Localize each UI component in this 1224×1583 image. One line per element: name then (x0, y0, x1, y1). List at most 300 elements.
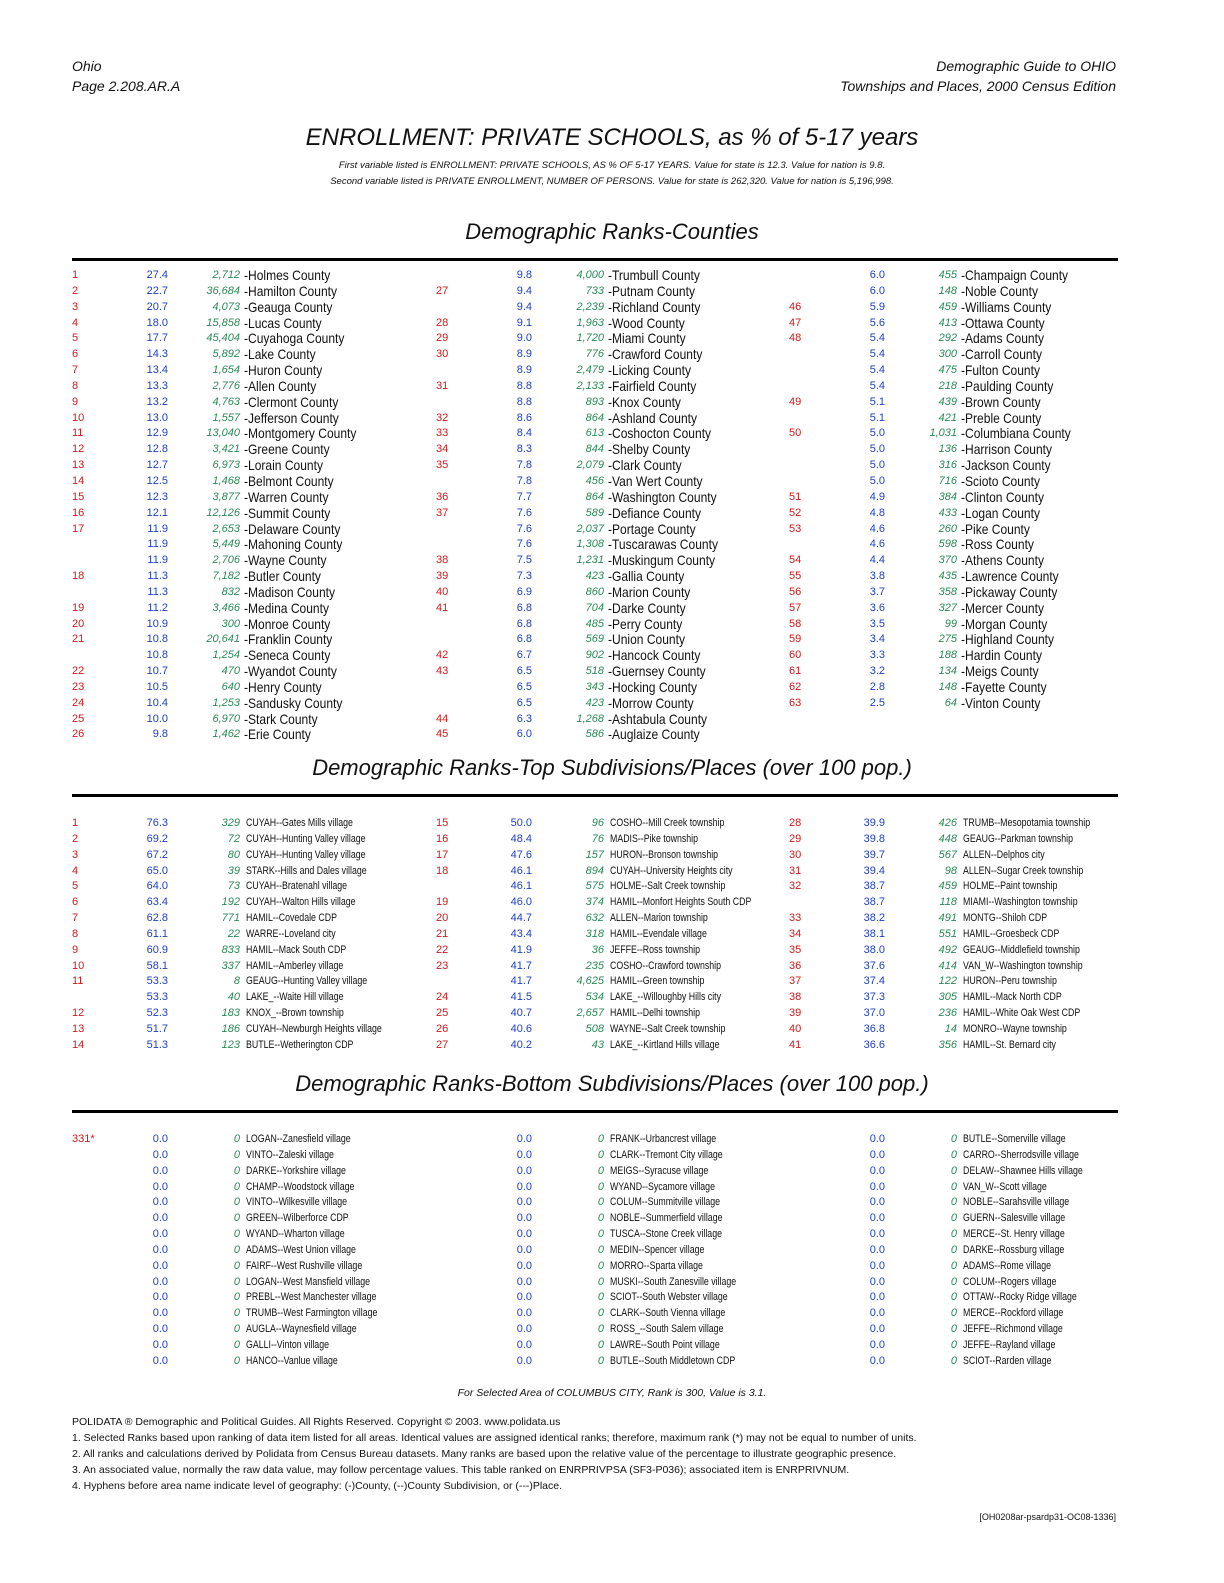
percent-cell: 12.5 (146, 474, 168, 487)
count-cell: 0 (233, 1148, 240, 1161)
area-name-cell: -Paulding County (961, 377, 1054, 394)
percent-cell: 8.9 (516, 348, 532, 361)
rank-cell: 8 (72, 379, 79, 392)
section-title-counties: Demographic Ranks-Counties (465, 219, 759, 244)
area-name-cell: ROSS_--South Salem village (610, 1323, 724, 1336)
count-cell: 455 (938, 269, 957, 281)
count-cell: 470 (221, 665, 240, 678)
percent-cell: 6.5 (516, 680, 532, 693)
area-name-cell: -Van Wert County (608, 472, 703, 489)
area-name-cell: GEAUG--Parkman township (963, 832, 1074, 845)
rank-cell: 22 (72, 665, 85, 678)
count-cell: 96 (591, 817, 604, 829)
count-cell: 0 (233, 1164, 240, 1177)
count-cell: 4,763 (212, 395, 240, 408)
rank-cell: 33 (789, 912, 802, 925)
count-cell: 0 (597, 1228, 604, 1241)
count-cell: 1,557 (212, 411, 240, 424)
rank-cell: 7 (72, 912, 79, 925)
percent-cell: 0.0 (516, 1243, 532, 1256)
area-name-cell: -Hamilton County (244, 282, 338, 299)
rank-cell: 6 (72, 348, 79, 361)
count-cell: 1,031 (929, 427, 957, 440)
area-name-cell: VAN_W--Washington township (963, 959, 1083, 972)
count-cell: 0 (233, 1338, 240, 1351)
count-cell: 485 (585, 617, 604, 630)
area-name-cell: LOGAN--West Mansfield village (246, 1275, 371, 1288)
count-cell: 0 (233, 1133, 240, 1145)
rank-cell: 20 (436, 912, 449, 925)
rank-cell: 20 (72, 617, 85, 630)
area-name-cell: -Warren County (244, 488, 329, 505)
percent-cell: 11.2 (147, 601, 168, 614)
section-divider (72, 794, 1118, 797)
rank-cell: 7 (72, 364, 79, 377)
count-cell: 300 (221, 617, 240, 630)
area-name-cell: CUYAH--Hunting Valley village (246, 832, 366, 845)
rank-cell: 22 (436, 943, 449, 956)
area-name-cell: HAMIL--Green township (610, 975, 705, 988)
area-name-cell: CUYAH--Gates Mills village (246, 817, 353, 829)
percent-cell: 36.6 (863, 1038, 885, 1051)
percent-cell: 7.7 (516, 490, 532, 503)
count-cell: 833 (221, 943, 240, 956)
area-name-cell: -Fairfield County (608, 377, 697, 394)
count-cell: 459 (938, 880, 957, 893)
area-name-cell: JEFFE--Ross township (610, 943, 700, 956)
percent-cell: 10.8 (146, 633, 168, 646)
rank-cell: 24 (436, 991, 449, 1004)
count-cell: 218 (938, 379, 957, 392)
area-name-cell: ALLEN--Marion township (610, 912, 708, 925)
area-name-cell: GALLI--Vinton village (246, 1338, 329, 1351)
percent-cell: 8.3 (516, 443, 532, 456)
count-cell: 1,654 (212, 364, 240, 377)
rank-cell: 29 (436, 332, 449, 345)
count-cell: 492 (938, 943, 957, 956)
percent-cell: 7.8 (516, 459, 532, 472)
count-cell: 0 (950, 1243, 957, 1256)
rank-cell: 27 (436, 1038, 449, 1051)
area-name-cell: LOGAN--Zanesfield village (246, 1133, 351, 1145)
percent-cell: 10.8 (146, 649, 168, 662)
count-cell: 72 (227, 832, 240, 845)
rank-cell: 23 (72, 680, 85, 693)
percent-cell: 6.8 (516, 617, 532, 630)
rank-cell: 48 (789, 332, 802, 345)
area-name-cell: -Lorain County (244, 457, 323, 474)
count-cell: 300 (938, 348, 957, 361)
rank-cell: 41 (436, 601, 449, 614)
area-name-cell: -Highland County (961, 631, 1055, 648)
count-cell: 0 (597, 1148, 604, 1161)
area-name-cell: MEIGS--Syracuse village (610, 1164, 709, 1177)
count-cell: 0 (950, 1259, 957, 1272)
percent-cell: 0.0 (516, 1228, 532, 1241)
area-name-cell: COSHO--Crawford township (610, 959, 722, 972)
percent-cell: 46.1 (510, 864, 532, 877)
count-cell: 0 (597, 1212, 604, 1225)
percent-cell: 5.0 (869, 459, 885, 472)
count-cell: 534 (585, 991, 604, 1004)
percent-cell: 69.2 (146, 832, 168, 845)
percent-cell: 22.7 (146, 284, 168, 297)
percent-cell: 39.4 (863, 864, 885, 877)
rank-cell: 17 (72, 522, 85, 535)
percent-cell: 10.5 (146, 680, 168, 693)
footnote-1: 1. Selected Ranks based upon ranking of data item listed for all areas. Identical values are assigned identical ranks; therefore, maximum rank (*) may not be equal to number of units. (72, 1432, 917, 1444)
count-cell: 2,657 (576, 1007, 604, 1020)
rank-cell: 12 (72, 1007, 85, 1020)
count-cell: 1,308 (576, 538, 604, 551)
rank-cell: 14 (72, 474, 85, 487)
area-name-cell: -Muskingum County (608, 552, 716, 569)
area-name-cell: -Wood County (608, 314, 685, 331)
percent-cell: 12.1 (146, 506, 168, 519)
count-cell: 99 (944, 617, 957, 630)
area-name-cell: DARKE--Rossburg village (963, 1243, 1065, 1256)
percent-cell: 47.6 (510, 848, 532, 861)
percent-cell: 0.0 (516, 1164, 532, 1177)
count-cell: 14 (944, 1022, 957, 1035)
percent-cell: 5.0 (869, 474, 885, 487)
rank-cell: 55 (789, 570, 802, 583)
count-cell: 2,776 (212, 379, 240, 392)
count-cell: 459 (938, 300, 957, 313)
percent-cell: 7.3 (516, 570, 532, 583)
percent-cell: 7.6 (516, 538, 532, 551)
percent-cell: 36.8 (863, 1022, 885, 1035)
area-name-cell: -Athens County (961, 552, 1044, 569)
count-cell: 0 (597, 1259, 604, 1272)
percent-cell: 13.0 (146, 411, 168, 424)
count-cell: 6,973 (212, 459, 240, 472)
count-cell: 0 (597, 1338, 604, 1351)
percent-cell: 0.0 (516, 1196, 532, 1209)
count-cell: 1,468 (212, 474, 240, 487)
guide-edition: Townships and Places, 2000 Census Edition (840, 78, 1116, 94)
rank-cell: 52 (789, 506, 802, 519)
percent-cell: 5.4 (869, 379, 885, 392)
area-name-cell: -Coshocton County (608, 425, 712, 442)
area-name-cell: CHAMP--Woodstock village (246, 1180, 355, 1193)
percent-cell: 11.3 (147, 570, 168, 583)
percent-cell: 8.8 (516, 395, 532, 408)
rank-cell: 21 (436, 927, 449, 940)
rank-cell: 60 (789, 649, 802, 662)
count-cell: 0 (950, 1354, 957, 1367)
percent-cell: 38.7 (863, 896, 885, 909)
rank-cell: 3 (72, 848, 79, 861)
rank-cell: 18 (72, 570, 85, 583)
count-cell: 0 (597, 1164, 604, 1177)
count-cell: 15,858 (206, 316, 240, 329)
rank-cell: 27 (436, 284, 449, 297)
area-name-cell: HAMIL--St. Bernard city (963, 1038, 1056, 1051)
percent-cell: 39.9 (863, 817, 885, 829)
area-name-cell: -Vinton County (961, 694, 1041, 711)
area-name-cell: -Portage County (608, 520, 696, 537)
count-cell: 1,268 (576, 712, 604, 725)
percent-cell: 13.3 (146, 379, 168, 392)
area-name-cell: -Lake County (244, 346, 316, 363)
page-number: Page 2.208.AR.A (72, 78, 181, 94)
count-cell: 305 (938, 991, 957, 1004)
percent-cell: 6.0 (869, 284, 885, 297)
count-cell: 2,079 (576, 459, 604, 472)
variable-note-1: First variable listed is ENROLLMENT: PRIVATE SCHOOLS, AS % OF 5-17 YEARS. Value for state is 12.3. Value for nation is 9.8. (338, 160, 886, 171)
area-name-cell: -Morgan County (961, 615, 1048, 632)
area-name-cell: -Marion County (608, 583, 691, 600)
area-name-cell: -Darke County (608, 599, 686, 616)
area-name-cell: -Delaware County (244, 520, 341, 537)
percent-cell: 3.3 (869, 649, 885, 662)
rank-cell: 56 (789, 585, 802, 598)
count-cell: 327 (938, 601, 957, 614)
rank-cell: 19 (72, 601, 85, 614)
count-cell: 329 (221, 817, 240, 829)
count-cell: 98 (944, 864, 957, 877)
percent-cell: 0.0 (869, 1275, 885, 1288)
area-name-cell: CUYAH--Hunting Valley village (246, 848, 366, 861)
percent-cell: 3.2 (869, 665, 885, 678)
count-cell: 902 (585, 649, 604, 662)
percent-cell: 0.0 (516, 1212, 532, 1225)
area-name-cell: -Fayette County (961, 678, 1047, 695)
area-name-cell: -Champaign County (961, 267, 1069, 283)
area-name-cell: ALLEN--Sugar Creek township (963, 864, 1084, 877)
area-name-cell: CUYAH--Bratenahl village (246, 880, 348, 893)
area-name-cell: -Scioto County (961, 472, 1040, 489)
area-name-cell: LAKE_--Waite Hill village (246, 991, 344, 1004)
area-name-cell: HAMIL--Covedale CDP (246, 912, 337, 925)
count-cell: 4,000 (576, 269, 604, 281)
count-cell: 13,040 (206, 427, 240, 440)
percent-cell: 38.2 (863, 912, 885, 925)
rank-cell: 31 (789, 864, 802, 877)
count-cell: 2,653 (212, 522, 240, 535)
area-name-cell: -Huron County (244, 362, 323, 379)
percent-cell: 3.4 (869, 633, 885, 646)
selected-area-note: For Selected Area of COLUMBUS CITY, Rank is 300, Value is 3.1. (457, 1387, 767, 1399)
area-name-cell: -Crawford County (608, 346, 703, 363)
count-cell: 1,462 (212, 728, 240, 741)
rank-cell: 58 (789, 617, 802, 630)
percent-cell: 4.6 (869, 538, 885, 551)
copyright-line: POLIDATA ® Demographic and Political Guides. All Rights Reserved. Copyright © 2003. www.polidata.us (72, 1416, 561, 1428)
area-name-cell: WYAND--Sycamore village (610, 1180, 715, 1193)
bottom-places-table (72, 1132, 1118, 1372)
area-name-cell: -Perry County (608, 615, 683, 632)
count-cell: 0 (233, 1228, 240, 1241)
count-cell: 414 (938, 959, 957, 972)
count-cell: 0 (950, 1323, 957, 1336)
count-cell: 860 (585, 585, 604, 598)
area-name-cell: WYAND--Wharton village (246, 1228, 345, 1241)
count-cell: 0 (597, 1307, 604, 1320)
percent-cell: 44.7 (510, 912, 532, 925)
percent-cell: 0.0 (516, 1275, 532, 1288)
rank-cell: 36 (789, 959, 802, 972)
area-name-cell: VINTO--Wilkesville village (246, 1196, 348, 1209)
area-name-cell: MERCE--Rockford village (963, 1307, 1064, 1320)
rank-cell: 28 (436, 316, 449, 329)
rank-cell: 4 (72, 864, 79, 877)
count-cell: 716 (938, 474, 957, 487)
area-name-cell: HAMIL--Evendale village (610, 927, 707, 940)
count-cell: 43 (591, 1038, 604, 1051)
rank-cell: 11 (72, 427, 84, 440)
percent-cell: 0.0 (152, 1212, 168, 1225)
count-cell: 76 (591, 832, 604, 845)
rank-cell: 43 (436, 665, 449, 678)
rank-cell: 34 (436, 443, 449, 456)
count-cell: 518 (585, 665, 604, 678)
rank-cell: 9 (72, 943, 79, 956)
area-name-cell: MONTG--Shiloh CDP (963, 912, 1048, 925)
count-cell: 370 (938, 554, 957, 567)
rank-cell: 19 (436, 896, 449, 909)
count-cell: 776 (585, 348, 604, 361)
area-name-cell: MUSKI--South Zanesville village (610, 1275, 737, 1288)
percent-cell: 60.9 (146, 943, 168, 956)
count-cell: 4,073 (212, 300, 240, 313)
percent-cell: 11.3 (147, 585, 168, 598)
area-name-cell: -Henry County (244, 678, 322, 695)
area-name-cell: -Clinton County (961, 488, 1044, 505)
count-cell: 475 (938, 364, 957, 377)
area-name-cell: CLARK--South Vienna village (610, 1307, 726, 1320)
percent-cell: 10.7 (146, 665, 168, 678)
percent-cell: 0.0 (869, 1180, 885, 1193)
count-cell: 0 (597, 1323, 604, 1336)
count-cell: 426 (938, 817, 957, 829)
count-cell: 0 (233, 1243, 240, 1256)
area-name-cell: TUSCA--Stone Creek village (610, 1228, 722, 1241)
area-name-cell: -Putnam County (608, 282, 696, 299)
rank-cell: 9 (72, 395, 79, 408)
area-name-cell: BUTLE--Somerville village (963, 1133, 1066, 1145)
rank-cell: 25 (72, 712, 85, 725)
percent-cell: 0.0 (869, 1259, 885, 1272)
area-name-cell: -Lawrence County (961, 568, 1059, 585)
percent-cell: 4.8 (869, 506, 885, 519)
count-cell: 0 (597, 1275, 604, 1288)
count-cell: 567 (938, 848, 957, 861)
area-name-cell: CARRO--Sherrodsville village (963, 1148, 1079, 1161)
area-name-cell: -Hocking County (608, 678, 698, 695)
area-name-cell: -Guernsey County (608, 663, 706, 680)
percent-cell: 41.7 (510, 959, 532, 972)
count-cell: 0 (950, 1228, 957, 1241)
rank-cell: 5 (72, 880, 79, 893)
percent-cell: 27.4 (146, 269, 168, 281)
count-cell: 2,133 (576, 379, 604, 392)
percent-cell: 46.0 (510, 896, 532, 909)
rank-cell: 42 (436, 649, 449, 662)
rank-cell: 16 (436, 832, 449, 845)
count-cell: 0 (233, 1354, 240, 1367)
percent-cell: 9.1 (516, 316, 532, 329)
percent-cell: 0.0 (516, 1291, 532, 1304)
area-name-cell: HOLME--Paint township (963, 880, 1058, 893)
percent-cell: 40.2 (510, 1038, 532, 1051)
percent-cell: 4.6 (869, 522, 885, 535)
count-cell: 0 (233, 1275, 240, 1288)
percent-cell: 0.0 (152, 1323, 168, 1336)
rank-cell: 26 (72, 728, 85, 741)
area-name-cell: ADAMS--Rome village (963, 1259, 1052, 1272)
count-cell: 439 (938, 395, 957, 408)
count-cell: 3,877 (212, 490, 240, 503)
percent-cell: 0.0 (869, 1307, 885, 1320)
area-name-cell: HAMIL--White Oak West CDP (963, 1007, 1081, 1020)
count-cell: 275 (938, 633, 957, 646)
percent-cell: 53.3 (146, 975, 168, 988)
section-divider (72, 1110, 1118, 1113)
percent-cell: 4.9 (869, 490, 885, 503)
area-name-cell: STARK--Hills and Dales village (246, 864, 367, 877)
percent-cell: 9.0 (516, 332, 532, 345)
footnote-4: 4. Hyphens before area name indicate level of geography: (-)County, (--)County Subdivision, or (---)Place. (72, 1480, 563, 1492)
count-cell: 421 (938, 411, 957, 424)
count-cell: 423 (585, 570, 604, 583)
count-cell: 188 (938, 649, 957, 662)
area-name-cell: WARRE--Loveland city (246, 927, 336, 940)
area-name-cell: -Fulton County (961, 362, 1040, 379)
percent-cell: 65.0 (146, 864, 168, 877)
count-cell: 0 (597, 1243, 604, 1256)
rank-cell: 2 (72, 284, 79, 297)
percent-cell: 0.0 (152, 1180, 168, 1193)
count-cell: 864 (585, 490, 604, 503)
count-cell: 491 (938, 912, 957, 925)
percent-cell: 0.0 (869, 1291, 885, 1304)
percent-cell: 5.0 (869, 427, 885, 440)
counties-table (72, 268, 1118, 748)
area-name-cell: MADIS--Pike township (610, 832, 699, 845)
area-name-cell: -Franklin County (244, 631, 333, 648)
rank-cell: 13 (72, 1022, 85, 1035)
rank-cell: 33 (436, 427, 449, 440)
percent-cell: 64.0 (146, 880, 168, 893)
area-name-cell: JEFFE--Rayland village (963, 1338, 1056, 1351)
area-name-cell: ADAMS--West Union village (246, 1243, 356, 1256)
count-cell: 0 (950, 1338, 957, 1351)
percent-cell: 6.7 (516, 649, 532, 662)
area-name-cell: HAMIL--Monfort Heights South CDP (610, 896, 752, 909)
area-name-cell: CUYAH--Walton Hills village (246, 896, 356, 909)
area-name-cell: MONRO--Wayne township (963, 1022, 1067, 1035)
area-name-cell: -Holmes County (244, 267, 331, 283)
count-cell: 318 (585, 927, 604, 940)
count-cell: 0 (597, 1133, 604, 1145)
count-cell: 235 (585, 959, 604, 972)
percent-cell: 13.4 (146, 364, 168, 377)
count-cell: 0 (950, 1196, 957, 1209)
rank-cell: 62 (789, 680, 802, 693)
document-code: [OH0208ar-psardp31-OC08-1336] (979, 1512, 1116, 1522)
percent-cell: 5.4 (869, 364, 885, 377)
count-cell: 7,182 (212, 570, 240, 583)
percent-cell: 0.0 (516, 1180, 532, 1193)
count-cell: 844 (585, 443, 604, 456)
percent-cell: 41.5 (510, 991, 532, 1004)
percent-cell: 5.4 (869, 348, 885, 361)
count-cell: 0 (950, 1291, 957, 1304)
rank-cell: 34 (789, 927, 802, 940)
count-cell: 316 (938, 459, 957, 472)
